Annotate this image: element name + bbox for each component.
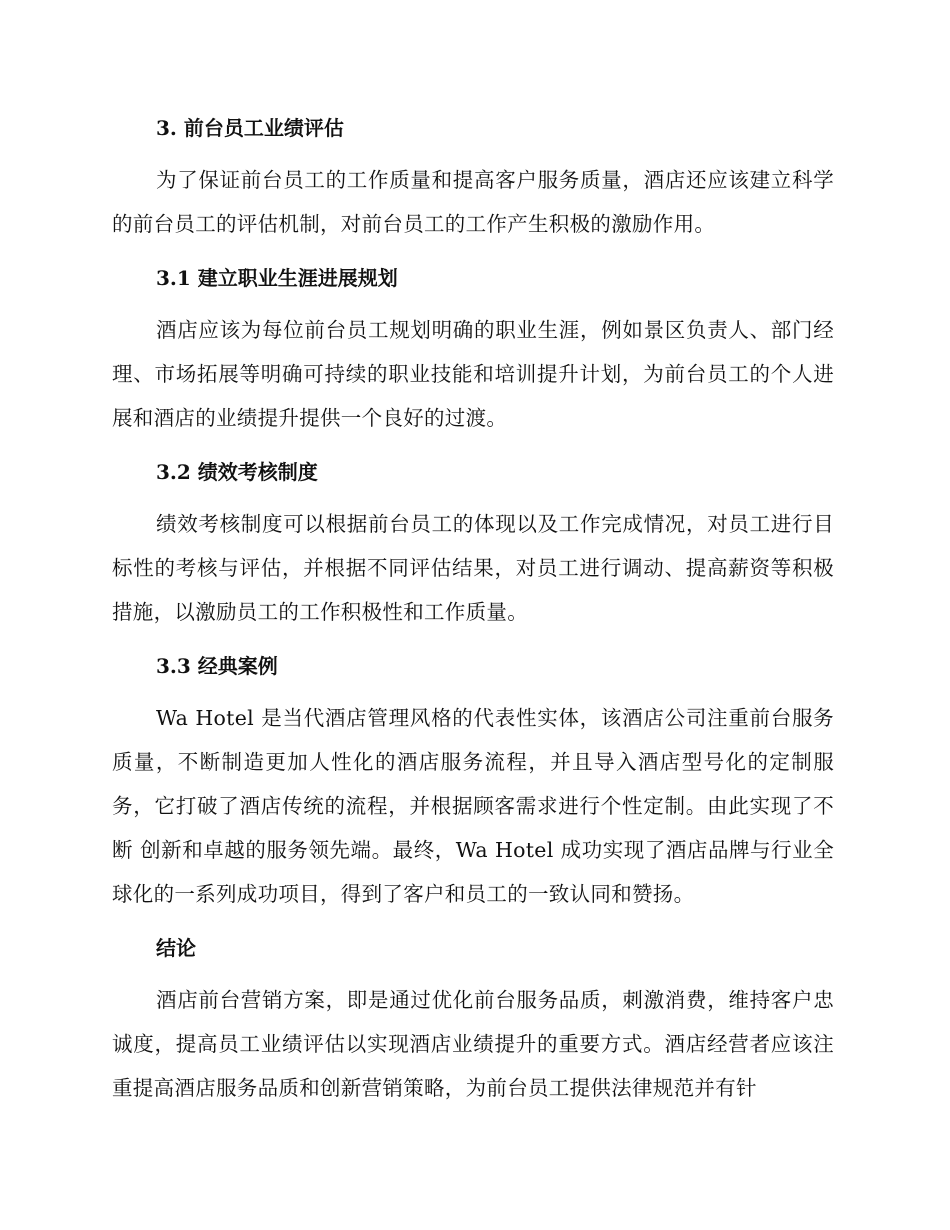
section-heading-classic-case: 3.3 经典案例 [156, 654, 278, 678]
section-paragraph-performance-evaluation: 为了保证前台员工的工作质量和提高客户服务质量，酒店还应该建立科学的前台员工的评估机制，对前台员工的工作产生积极的激励作用。 [112, 168, 834, 236]
section-paragraph-classic-case: Wa Hotel 是当代酒店管理风格的代表性实体，该酒店公司注重前台服务质量，不断制造更加人性化的酒店服务流程，并且导入酒店型号化的定制服务，它打破了酒店传统的流程，并根据顾客需求进行个性定制。由此实现了不断 创新和卓越的服务领先端。最终，Wa Hotel 成功实现了酒店品牌与行业全球化的一系列成功项目，得到了客户和员工的一致认同和赞扬。 [112, 706, 834, 906]
document-body [112, 108, 834, 1110]
section-paragraph-performance-appraisal: 绩效考核制度可以根据前台员工的体现以及工作完成情况，对员工进行目标性的考核与评估，并根据不同评估结果，对员工进行调动、提高薪资等积极措施，以激励员工的工作积极性和工作质量。 [112, 512, 834, 624]
section-heading-conclusion: 结论 [156, 936, 196, 960]
section-heading-performance-appraisal: 3.2 绩效考核制度 [156, 460, 318, 484]
section-heading-career-planning: 3.1 建立职业生涯进展规划 [156, 266, 398, 290]
section-heading-performance-evaluation: 3. 前台员工业绩评估 [156, 116, 344, 140]
section-paragraph-career-planning: 酒店应该为每位前台员工规划明确的职业生涯，例如景区负责人、部门经理、市场拓展等明确可持续的职业技能和培训提升计划，为前台员工的个人进展和酒店的业绩提升提供一个良好的过渡。 [112, 318, 834, 430]
section-paragraph-conclusion: 酒店前台营销方案，即是通过优化前台服务品质，刺激消费，维持客户忠诚度，提高员工业绩评估以实现酒店业绩提升的重要方式。酒店经营者应该注重提高酒店服务品质和创新营销策略，为前台员工提供法律规范并有针 [112, 988, 834, 1100]
